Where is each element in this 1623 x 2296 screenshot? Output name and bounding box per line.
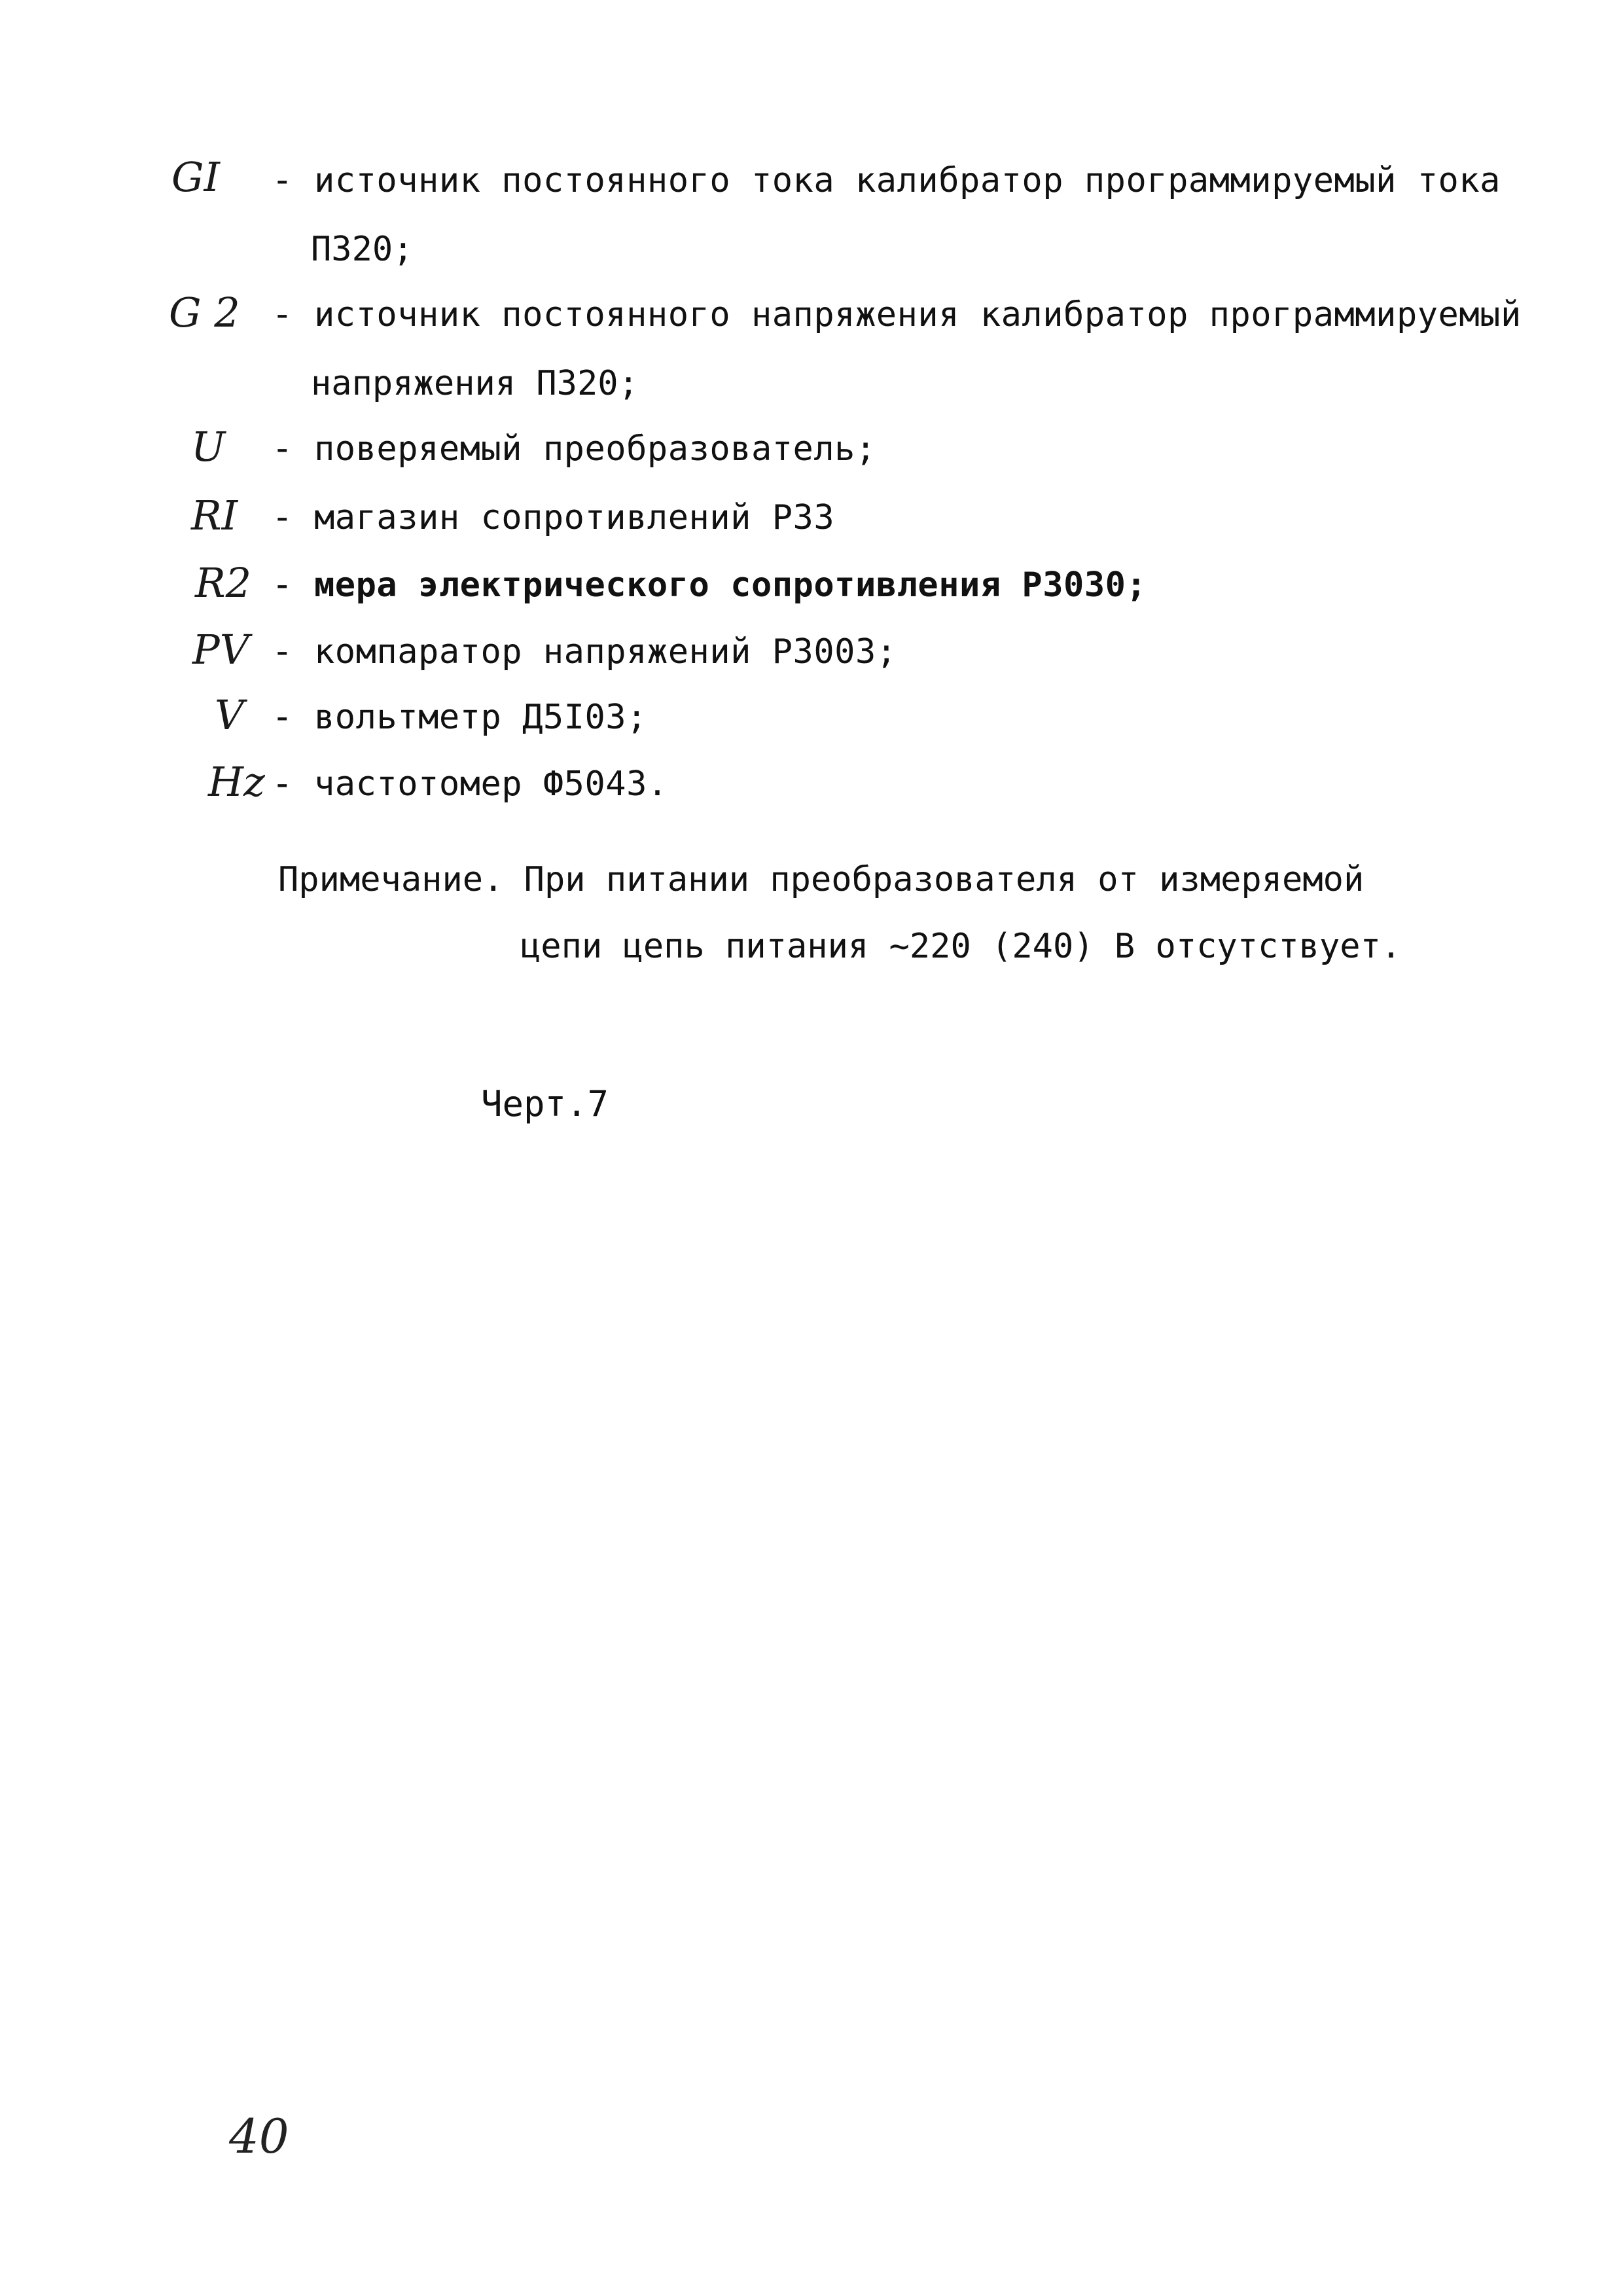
legend-dash: - [272, 762, 293, 804]
legend-item [0, 291, 1623, 363]
legend-item-continuation [0, 226, 1623, 298]
note-line-2: цепи цепь питания ~220 (240) В отсутствует. [520, 927, 1402, 966]
legend-symbol: PV [192, 626, 249, 673]
legend-description: магазин сопротивлений Р33 [314, 498, 835, 537]
legend-description: источник постоянного тока калибратор программируемый тока [314, 161, 1501, 200]
legend-symbol: R2 [195, 559, 252, 607]
legend-dash: - [272, 496, 293, 537]
legend-dash: - [272, 427, 293, 469]
legend-continuation: П320; [311, 230, 414, 269]
legend-item-continuation [0, 360, 1623, 432]
legend-item [0, 153, 1623, 229]
legend-symbol: V [215, 691, 244, 739]
legend-symbol: RI [191, 492, 238, 539]
legend-symbol: U [191, 423, 226, 471]
legend-item [0, 494, 1623, 566]
legend-symbol: GI [171, 153, 221, 201]
legend-symbol: Hz [208, 758, 265, 806]
legend-dash: - [272, 293, 293, 334]
legend-description: мера электрического сопротивления Р3030; [314, 565, 1147, 605]
legend-item [0, 628, 1623, 700]
legend-dash: - [272, 564, 293, 605]
legend-dash: - [272, 159, 293, 200]
legend-symbol: G 2 [169, 289, 240, 336]
legend-description: поверяемый преобразователь; [314, 429, 876, 469]
legend-description: вольтметр Д5I03; [314, 698, 647, 737]
page-number: 40 [229, 2109, 289, 2164]
legend-description: компаратор напряжений Р3003; [314, 632, 897, 672]
legend-dash: - [272, 696, 293, 737]
note-line-1: Примечание. При питании преобразователя от измеряемой [278, 860, 1364, 899]
legend-item [0, 691, 1623, 766]
legend-dash: - [272, 630, 293, 672]
legend-description: источник постоянного напряжения калибратор программируемый [314, 295, 1522, 334]
legend-continuation: напряжения П320; [311, 364, 639, 403]
legend-item [0, 559, 1623, 634]
legend-description: частотомер Ф5043. [314, 764, 668, 804]
legend-item [0, 425, 1623, 497]
legend-item [0, 758, 1623, 833]
figure-caption: Черт.7 [481, 1083, 609, 1124]
